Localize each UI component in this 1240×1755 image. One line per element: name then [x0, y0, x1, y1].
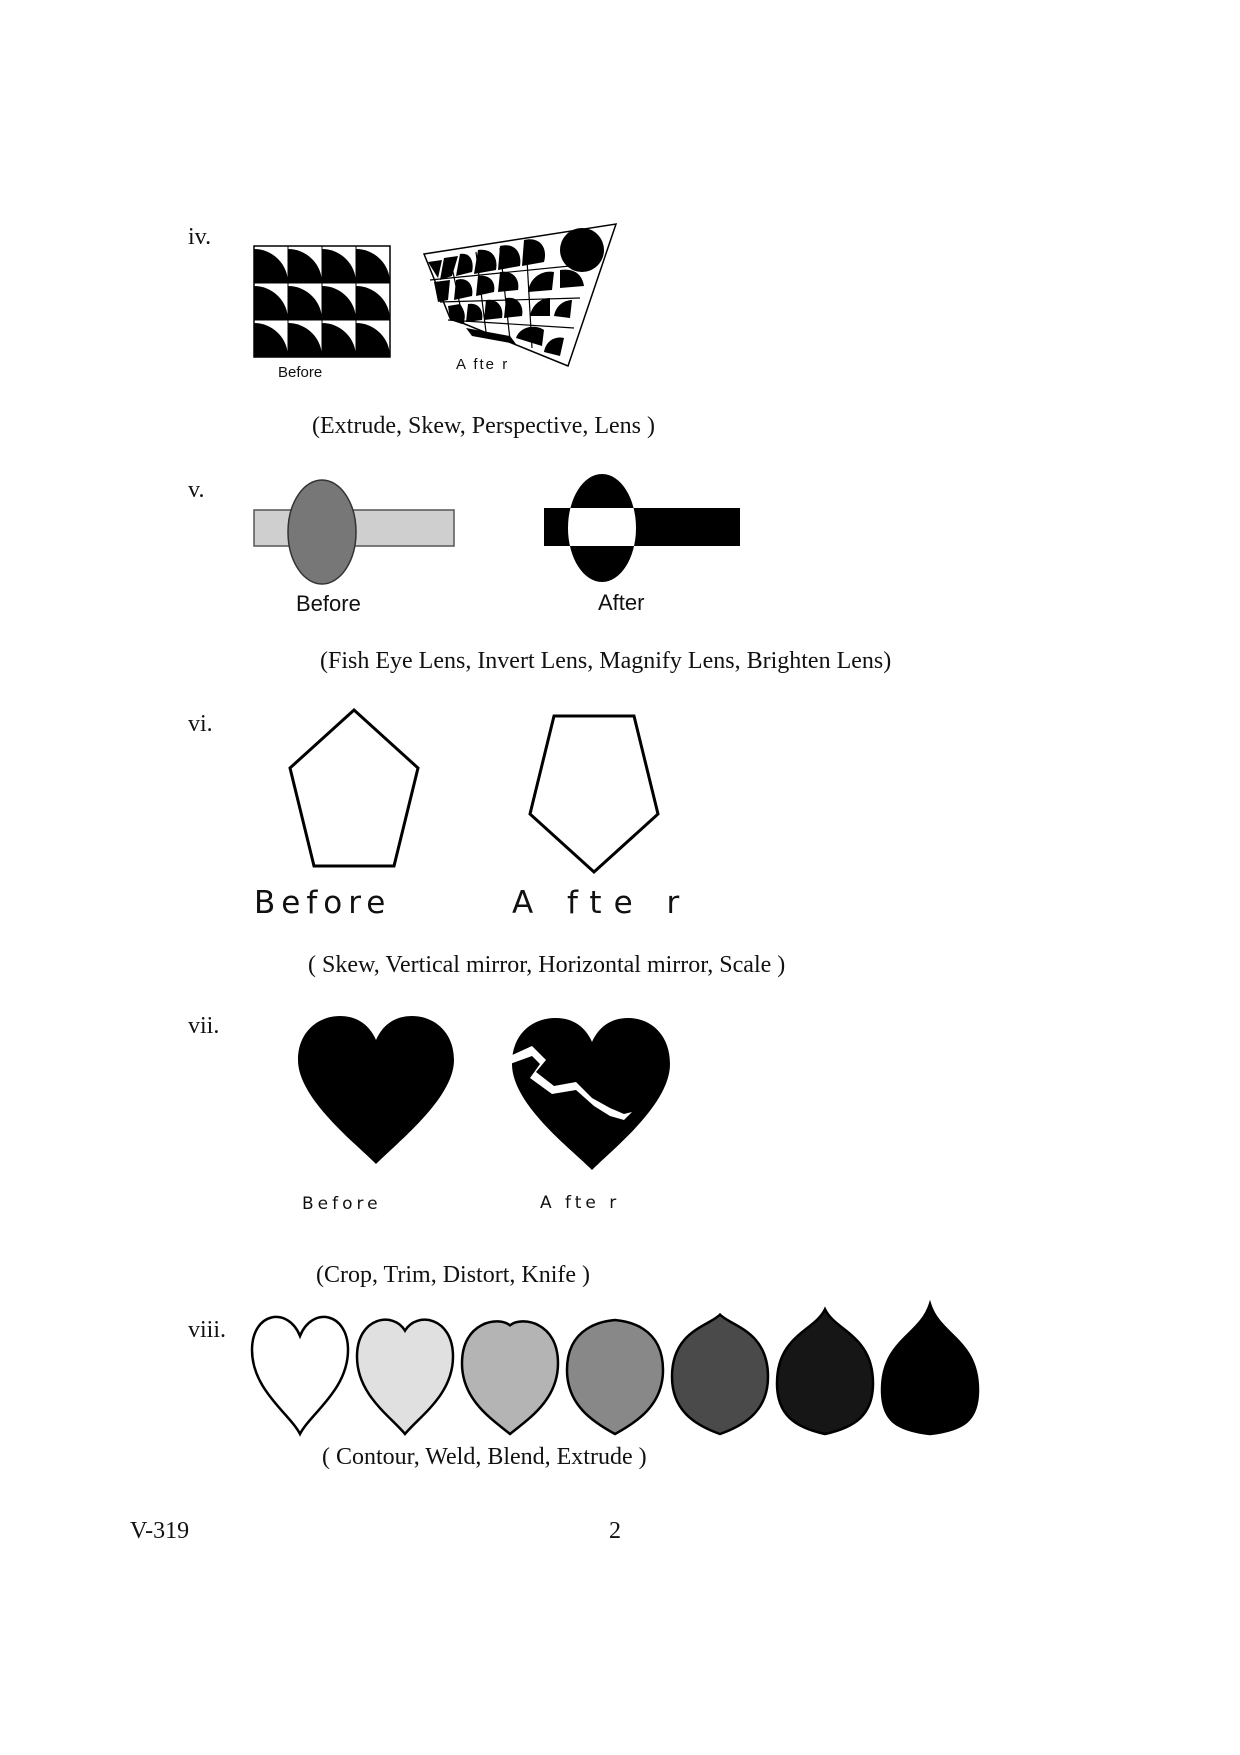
options-vi: ( Skew, Vertical mirror, Horizontal mirror, Scale )	[308, 952, 786, 978]
before-label-vi: Before	[254, 885, 392, 921]
paper-code: V-319	[130, 1518, 190, 1544]
before-label-iv: Before	[278, 364, 323, 381]
pattern-grid-before	[254, 246, 390, 357]
page-number: 2	[609, 1518, 621, 1544]
heart-after-knife	[506, 1012, 676, 1172]
pentagon-before	[286, 706, 422, 870]
blend-step-shape	[567, 1320, 663, 1434]
question-number-vii: vii.	[188, 1013, 220, 1039]
blend-step-shape	[882, 1304, 978, 1434]
blend-shapes-row	[250, 1310, 1000, 1440]
blend-step-shape	[357, 1320, 453, 1434]
options-vii: (Crop, Trim, Distort, Knife )	[316, 1262, 591, 1288]
question-number-vi: vi.	[188, 711, 213, 737]
question-number-viii: viii.	[188, 1317, 227, 1343]
lens-after-shape	[542, 472, 742, 584]
options-v: (Fish Eye Lens, Invert Lens, Magnify Lens, Brighten Lens)	[320, 648, 892, 674]
question-number-iv: iv.	[188, 224, 212, 250]
after-label-v: After	[598, 590, 645, 615]
before-label-vii: Before	[302, 1194, 382, 1214]
pattern-grid-after-perspective	[420, 220, 620, 370]
before-label-v: Before	[296, 591, 361, 616]
pentagon-after-flipped	[526, 712, 662, 876]
after-label-iv: A fte r	[456, 356, 510, 373]
options-iv: (Extrude, Skew, Perspective, Lens )	[312, 413, 656, 439]
blend-step-shape	[777, 1309, 873, 1434]
lens-before-shape	[252, 478, 456, 588]
blend-step-shape	[252, 1317, 348, 1434]
after-label-vii: A fte r	[540, 1193, 621, 1213]
after-label-vi: A fte r	[512, 885, 692, 921]
blend-step-shape	[672, 1315, 768, 1434]
question-number-v: v.	[188, 477, 205, 503]
options-viii: ( Contour, Weld, Blend, Extrude )	[322, 1444, 647, 1470]
blend-step-shape	[462, 1321, 558, 1434]
heart-before	[296, 1014, 456, 1166]
